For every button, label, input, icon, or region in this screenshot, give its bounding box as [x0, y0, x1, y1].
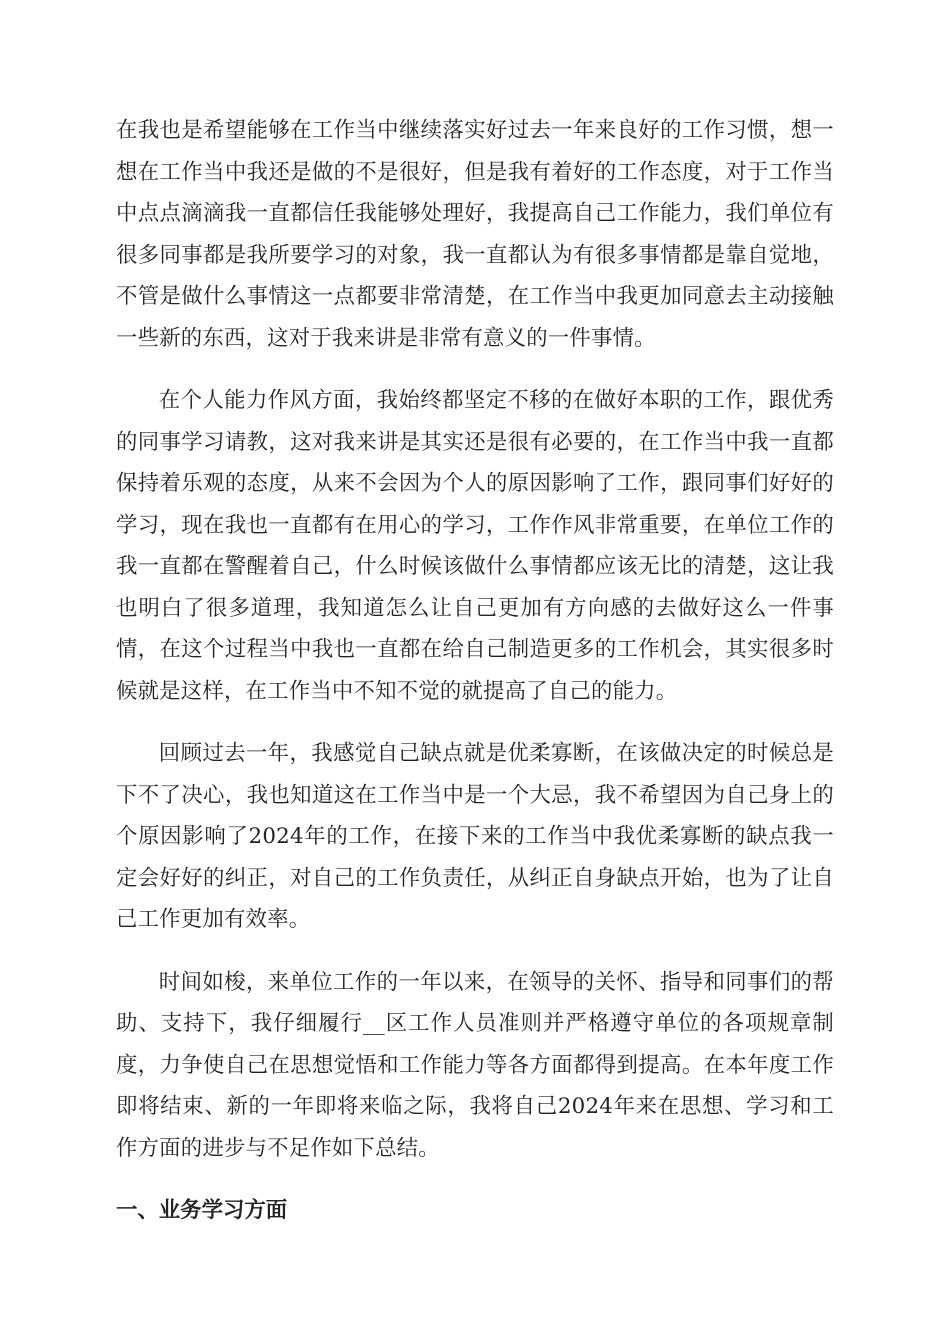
paragraph-continuation: 在我也是希望能够在工作当中继续落实好过去一年来良好的工作习惯，想一想在工作当中我还是做的不是很好，但是我有着好的工作态度，对于工作当中点点滴滴我一直都信任我能够处理好，我提高自己工作能力，我们单位有很多同事都是我所要学习的对象，我一直都认为有很多事情都是靠自觉地，不管是做什么事情这一点都要非常清楚，在工作当中我更加同意去主动接触一些新的东西，这对于我来讲是非常有意义的一件事情。 — [116, 118, 834, 351]
paragraph-shortcomings: 回顾过去一年，我感觉自己缺点就是优柔寡断，在该做决定的时候总是下不了决心，我也知道这在工作当中是一个大忌，我不希望因为自己身上的个原因影响了2024年的工作，在接下来的工作当中我优柔寡断的缺点我一定会好好的纠正，对自己的工作负责任，从纠正自身缺点开始，也为了让自己工作更加有效率。 — [116, 741, 834, 932]
document-body — [116, 110, 834, 1232]
paragraph-work-style: 在个人能力作风方面，我始终都坚定不移的在做好本职的工作，跟优秀的同事学习请教，这对我来讲是其实还是很有必要的，在工作当中我一直都保持着乐观的态度，从来不会因为个人的原因影响了工作，跟同事们好好的学习，现在我也一直都有在用心的学习，工作作风非常重要，在单位工作的我一直都在警醒着自己，什么时候该做什么事情都应该无比的清楚，这让我也明白了很多道理，我知道怎么让自己更加有方向感的去做好这么一件事情，在这个过程当中我也一直都在给自己制造更多的工作机会，其实很多时候就是这样，在工作当中不知不觉的就提高了自己的能力。 — [116, 388, 834, 704]
paragraph-summary-intro: 时间如梭，来单位工作的一年以来，在领导的关怀、指导和同事们的帮助、支持下，我仔细履行__区工作人员准则并严格遵守单位的各项规章制度，力争使自己在思想觉悟和工作能力等各方面都得到提高。在本年度工作即将结束、新的一年即将来临之际，我将自己2024年来在思想、学习和工作方面的进步与不足作如下总结。 — [116, 969, 834, 1161]
section-heading: 一、业务学习方面 — [116, 1198, 288, 1223]
